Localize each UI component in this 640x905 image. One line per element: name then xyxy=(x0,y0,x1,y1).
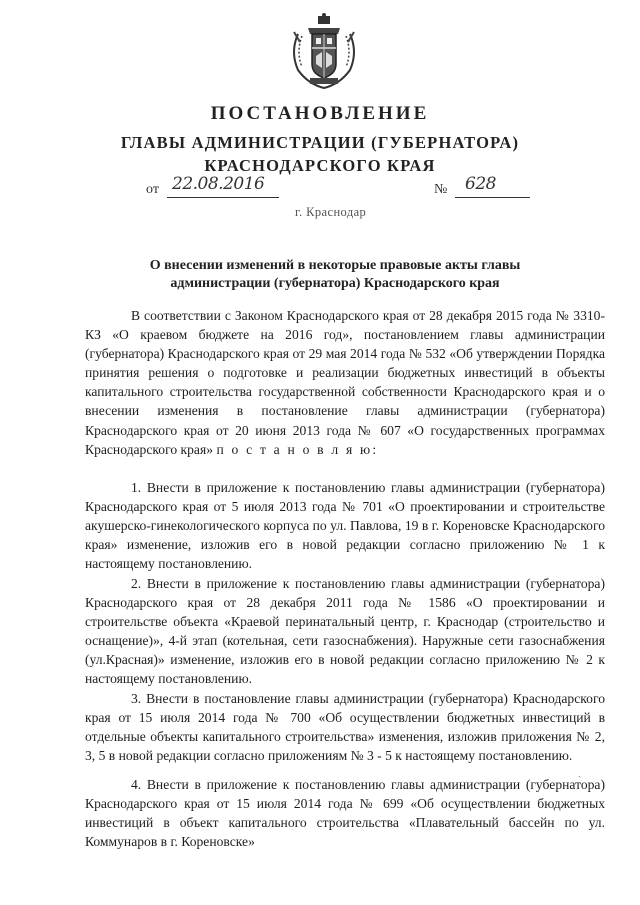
issuing-authority-line2: КРАСНОДАРСКОГО КРАЯ xyxy=(204,156,436,175)
number-value: 628 xyxy=(465,174,496,194)
item-3-paragraph xyxy=(85,689,605,765)
coat-of-arms-icon xyxy=(288,12,360,90)
preamble-text: В соответствии с Законом Краснодарского края от 28 декабря 2015 года № 3310-КЗ «О краевом бюджете на 2016 год», постановлением главы администрации (губернатора) Краснодарского края от 29 мая 2014 года № 532 «Об утверждении Порядка принятия решения о подготовке и реализации бюджетных инвестиций в объекты капитального строительства государственной собственности Краснодарского края и о внесении изменения в постановление главы администрации (губернатора) Краснодарского края от 20 июня 2013 года № 607 «О государственных программах Краснодарского края» xyxy=(85,308,605,457)
item-2-paragraph xyxy=(85,574,605,689)
issuing-authority-line1: ГЛАВЫ АДМИНИСТРАЦИИ (ГУБЕРНАТОРА) xyxy=(120,133,520,152)
date-value: 22.08.2016 xyxy=(172,174,265,194)
date-underline xyxy=(167,197,279,198)
item-1-text: 1. Внести в приложение к постановлению главы администрации (губернатора) Краснодарского края от 5 июля 2013 года № 701 «О проектировании и строительстве акушерско-гинекологического корпуса по ул. Павлова, 19 в г. Кореновске Краснодарского края» изменение, изложив его в новой редакции согласно приложению № 1 к настоящему постановлению. xyxy=(85,480,605,572)
item-3-text: 3. Внести в постановление главы администрации (губернатора) Краснодарского края от 15 июля 2014 года № 700 «Об осуществлении бюджетных инвестиций в отдельные объекты капитального строительства» изменения, изложив приложения № 2, 3, 5 в новой редакции согласно приложениям № 3 - 5 к настоящему постановлению. xyxy=(85,691,605,764)
subject-line-2: администрации (губернатора) Краснодарского края xyxy=(170,276,500,291)
item-4-text: 4. Внести в приложение к постановлению главы администрации (губернатора) Краснодарского края от 15 июля 2014 года № 699 «Об осуществлении бюджетных инвестиций в объект капитального строительства «Плавательный бассейн по ул. Коммунаров в г. Кореновске» xyxy=(85,777,605,850)
item-4-paragraph xyxy=(85,775,605,851)
item-1-paragraph xyxy=(85,478,605,573)
margin-mark: ˎ xyxy=(578,767,582,778)
document-title: ПОСТАНОВЛЕНИЕ xyxy=(210,103,430,124)
subject-line-1: О внесении изменений в некоторые правовые акты главы xyxy=(149,258,521,273)
city-label: г. Краснодар xyxy=(295,205,367,219)
document-subject xyxy=(120,257,550,293)
date-label: от xyxy=(146,182,159,197)
resolve-word: п о с т а н о в л я ю: xyxy=(216,441,379,457)
item-2-text: 2. Внести в приложение к постановлению главы администрации (губернатора) Краснодарского края от 28 декабря 2011 года № 1586 «О проектировании и строительстве объекта «Краевой перинатальный центр, г. Краснодар (строительство и оснащение)», 4-й этап (котельная, сети газоснабжения). Наружные сети газоснабжения (ул.Красная)» изменение, изложив его в новой редакции согласно приложению № 2 к настоящему постановлению. xyxy=(85,576,605,687)
number-label: № xyxy=(434,182,448,197)
number-underline xyxy=(455,197,530,198)
preamble-paragraph xyxy=(85,306,605,459)
